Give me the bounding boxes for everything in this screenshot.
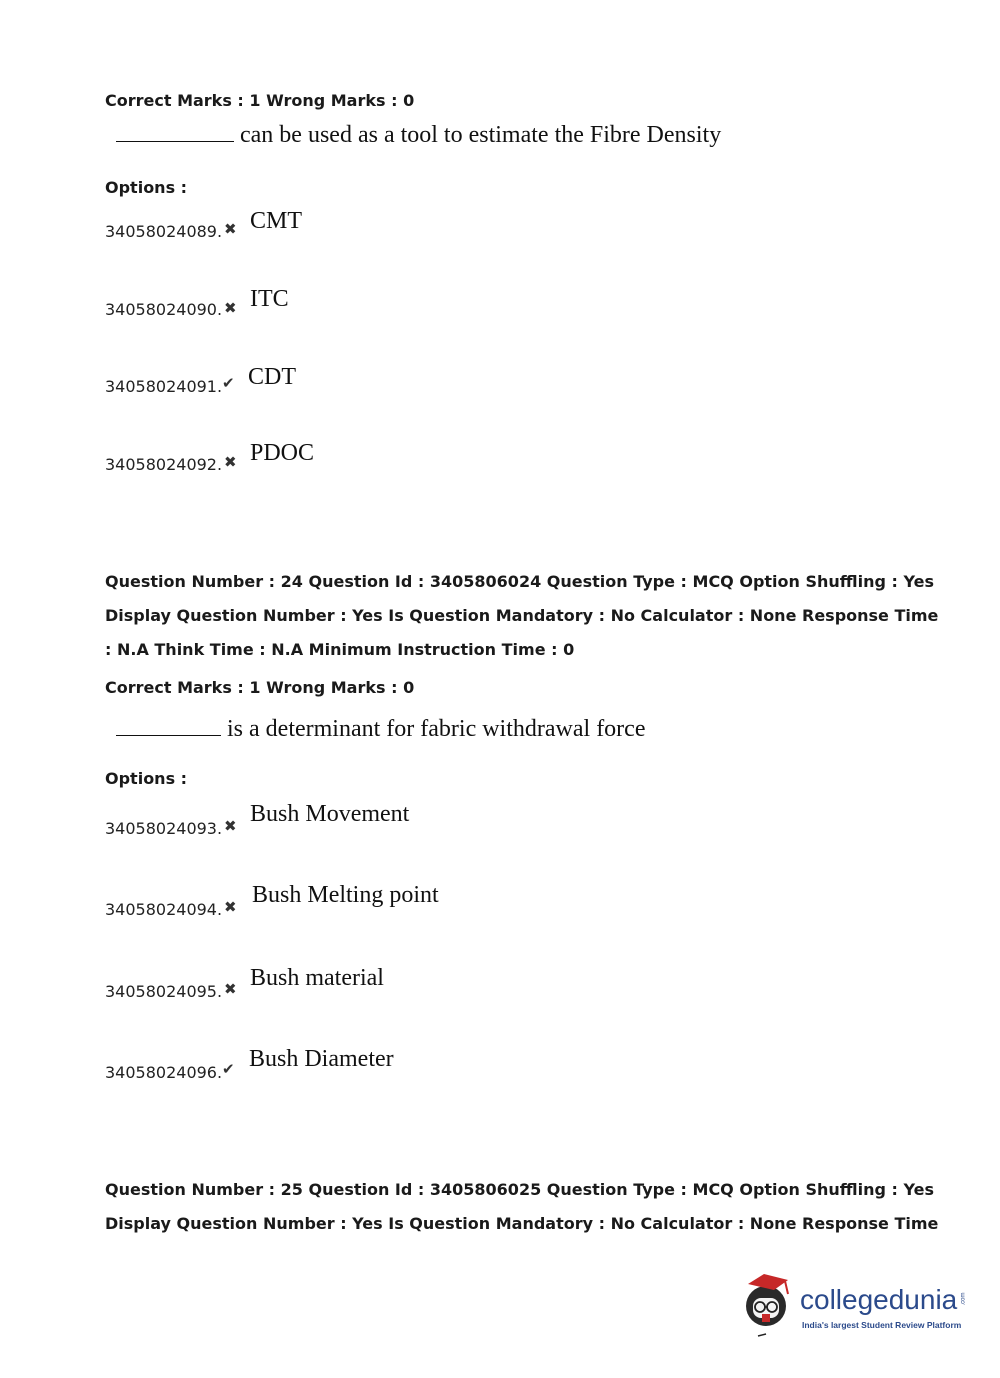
question-meta-line: Question Number : 25 Question Id : 3405806025 Question Type : MCQ Option Shuffling : Yes <box>105 1180 935 1199</box>
option-id: 34058024092. <box>105 455 223 474</box>
cross-icon: ✖ <box>224 453 237 471</box>
option-text: ITC <box>250 286 289 312</box>
logo-tagline: India's largest Student Review Platform <box>802 1320 962 1330</box>
question-text <box>116 121 721 149</box>
question-meta-line: Question Number : 24 Question Id : 3405806024 Question Type : MCQ Option Shuffling : Yes <box>105 572 935 591</box>
option-text: CDT <box>248 364 296 390</box>
option-id: 34058024091. <box>105 377 223 396</box>
answer-blank <box>116 121 234 142</box>
question-meta-line: : N.A Think Time : N.A Minimum Instruction Time : 0 <box>105 640 575 659</box>
marks-info: Correct Marks : 1 Wrong Marks : 0 <box>105 678 415 697</box>
mascot-icon <box>738 1270 800 1340</box>
option-id: 34058024093. <box>105 819 223 838</box>
option-text: Bush material <box>250 965 384 991</box>
option-id: 34058024096. <box>105 1063 223 1082</box>
answer-blank <box>116 715 221 736</box>
cross-icon: ✖ <box>224 898 237 916</box>
option-id: 34058024089. <box>105 222 223 241</box>
question-stem: can be used as a tool to estimate the Fibre Density <box>240 122 722 148</box>
option-id: 34058024090. <box>105 300 223 319</box>
option-id: 34058024095. <box>105 982 223 1001</box>
option-text: CMT <box>250 208 303 234</box>
option-id: 34058024094. <box>105 900 223 919</box>
check-icon: ✔ <box>222 1060 235 1078</box>
check-icon: ✔ <box>222 374 235 392</box>
option-text: Bush Melting point <box>252 882 439 908</box>
question-meta-line: Display Question Number : Yes Is Question Mandatory : No Calculator : None Response Time <box>105 1214 939 1233</box>
cross-icon: ✖ <box>224 980 237 998</box>
question-meta-line: Display Question Number : Yes Is Question Mandatory : No Calculator : None Response Time <box>105 606 939 625</box>
option-text: Bush Movement <box>250 801 410 827</box>
collegedunia-logo <box>738 1270 968 1340</box>
option-text: PDOC <box>250 440 315 466</box>
marks-info: Correct Marks : 1 Wrong Marks : 0 <box>105 91 415 110</box>
options-label: Options : <box>105 769 188 788</box>
logo-com: .com <box>960 1292 967 1306</box>
option-text: Bush Diameter <box>249 1046 394 1072</box>
question-stem: is a determinant for fabric withdrawal force <box>227 716 646 742</box>
options-label: Options : <box>105 178 188 197</box>
cross-icon: ✖ <box>224 817 237 835</box>
logo-wordmark: collegedunia <box>800 1284 958 1315</box>
cross-icon: ✖ <box>224 299 237 317</box>
cross-icon: ✖ <box>224 220 237 238</box>
question-text <box>116 715 645 743</box>
